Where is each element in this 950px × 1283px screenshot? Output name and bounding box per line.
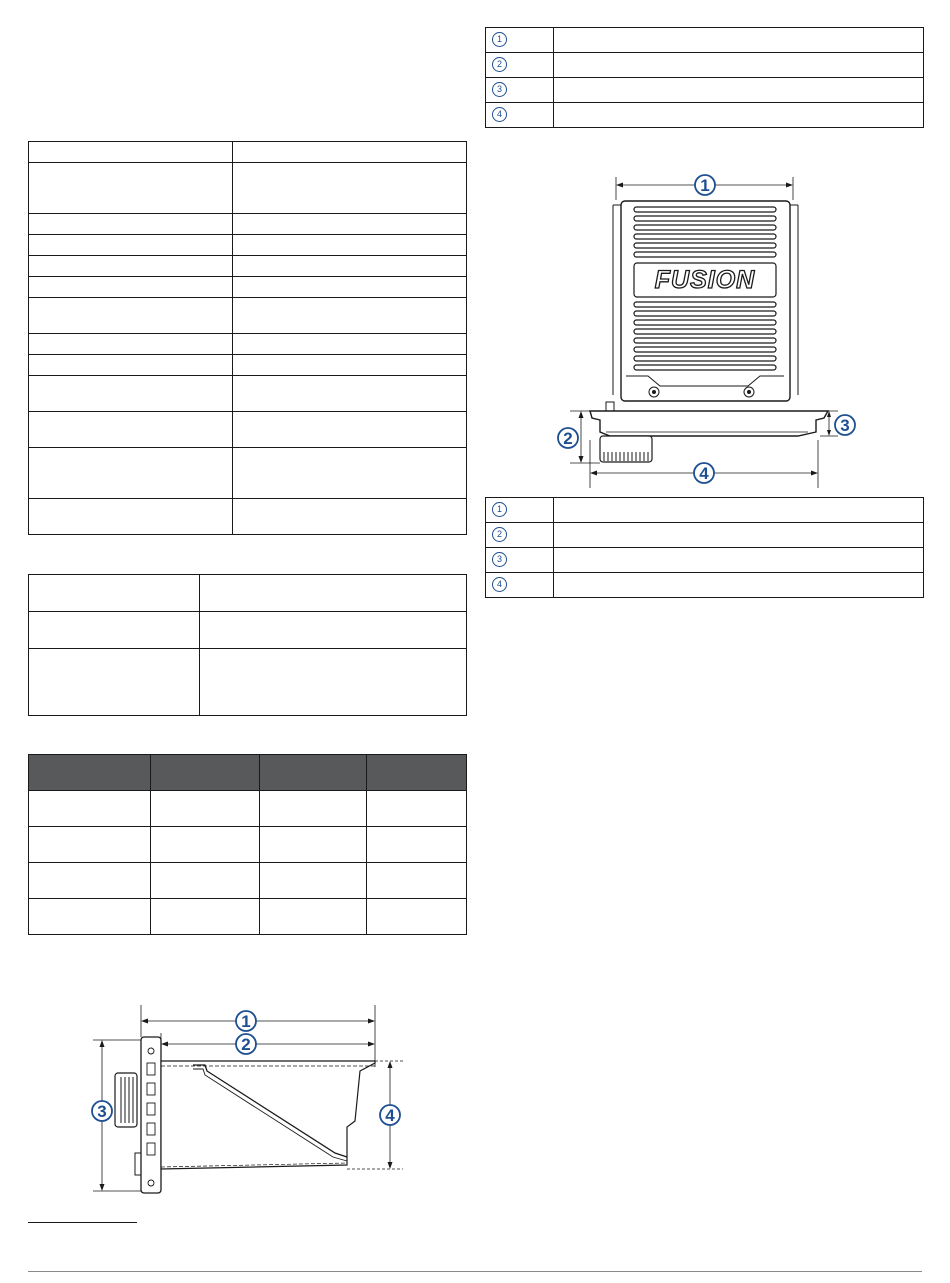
table-row (29, 612, 467, 649)
table-row (29, 575, 467, 612)
table-row (29, 277, 467, 298)
legend-number-cell (486, 103, 554, 128)
spec-value (233, 448, 467, 499)
callout-2-label: 2 (563, 429, 573, 448)
legend-text (554, 28, 924, 53)
callout-number: 1 (492, 502, 507, 517)
spec-label (29, 298, 233, 334)
callout-4-label: 4 (699, 464, 709, 483)
table-header-row (29, 755, 467, 791)
legend-row (486, 103, 924, 128)
column-header (151, 755, 260, 791)
table-cell (29, 791, 151, 827)
bottom-callout-legend (485, 497, 924, 598)
legend-row (486, 523, 924, 548)
legend-number-cell (486, 523, 554, 548)
callout-number: 2 (492, 527, 507, 542)
spec-value (233, 277, 467, 298)
spec-value (233, 334, 467, 355)
legend-number-cell (486, 53, 554, 78)
table-cell (151, 899, 260, 935)
spec-label (29, 142, 233, 163)
spec-value (233, 214, 467, 235)
front-view-diagram (548, 170, 868, 490)
spec-label (29, 256, 233, 277)
legend-text (554, 498, 924, 523)
legend-row (486, 573, 924, 598)
spec-label (29, 499, 233, 535)
legend-row (486, 498, 924, 523)
table-row (29, 499, 467, 535)
table-row (29, 214, 467, 235)
legend-text (554, 548, 924, 573)
page-footer-rule (28, 1271, 922, 1272)
top-callout-legend (485, 27, 924, 128)
front-view-drawing (548, 170, 868, 490)
power-label (29, 612, 200, 649)
legend-number-cell (486, 498, 554, 523)
footnote-separator (28, 1222, 137, 1223)
table-cell (151, 791, 260, 827)
spec-label (29, 355, 233, 376)
table-row (29, 899, 467, 935)
table-cell (260, 791, 367, 827)
table-cell (151, 827, 260, 863)
column-header (260, 755, 367, 791)
table-row (29, 448, 467, 499)
spec-value (233, 235, 467, 256)
power-value (200, 575, 467, 612)
table-row (29, 827, 467, 863)
table-row (29, 334, 467, 355)
callout-number: 1 (492, 32, 507, 47)
spec-label (29, 235, 233, 256)
legend-number-cell (486, 573, 554, 598)
callout-2-label: 2 (241, 1035, 251, 1054)
fusion-logo: FUSION (654, 266, 756, 294)
callout-3-label: 3 (840, 416, 850, 435)
table-row (29, 376, 467, 412)
table-row (29, 256, 467, 277)
spec-label (29, 214, 233, 235)
spec-label (29, 277, 233, 298)
table-cell (260, 827, 367, 863)
callout-number: 3 (492, 552, 507, 567)
power-value (200, 612, 467, 649)
callout-number: 3 (492, 82, 507, 97)
legend-number-cell (486, 78, 554, 103)
table-row (29, 163, 467, 214)
spec-label (29, 334, 233, 355)
legend-text (554, 573, 924, 598)
column-header (29, 755, 151, 791)
table-cell (367, 791, 467, 827)
power-table (28, 574, 467, 716)
table-row (29, 298, 467, 334)
legend-text (554, 523, 924, 548)
spec-label (29, 163, 233, 214)
callout-1-label: 1 (241, 1012, 251, 1031)
spec-value (233, 298, 467, 334)
specifications-table (28, 141, 467, 535)
table-row (29, 412, 467, 448)
power-label (29, 575, 200, 612)
spec-value (233, 376, 467, 412)
legend-text (554, 78, 924, 103)
spec-value (233, 412, 467, 448)
table-cell (29, 827, 151, 863)
spec-value (233, 163, 467, 214)
legend-text (554, 53, 924, 78)
column-header (367, 755, 467, 791)
table-row (29, 355, 467, 376)
spec-value (233, 256, 467, 277)
spec-value (233, 499, 467, 535)
callout-1-label: 1 (700, 176, 710, 195)
legend-row (486, 78, 924, 103)
spec-value (233, 355, 467, 376)
callout-4-label: 4 (385, 1106, 395, 1125)
table-cell (260, 863, 367, 899)
side-view-diagram (85, 1003, 415, 1198)
table-row (29, 863, 467, 899)
power-value (200, 649, 467, 716)
legend-number-cell (486, 548, 554, 573)
table-cell (367, 827, 467, 863)
callout-number: 4 (492, 107, 507, 122)
table-row (29, 235, 467, 256)
callout-number: 2 (492, 57, 507, 72)
legend-row (486, 53, 924, 78)
table-cell (260, 899, 367, 935)
table-cell (367, 899, 467, 935)
legend-number-cell (486, 28, 554, 53)
spec-value (233, 142, 467, 163)
callout-number: 4 (492, 577, 507, 592)
table-row (29, 649, 467, 716)
table-cell (29, 863, 151, 899)
legend-row (486, 28, 924, 53)
side-view-drawing (85, 1003, 415, 1198)
table-cell (367, 863, 467, 899)
table-cell (29, 899, 151, 935)
spec-label (29, 376, 233, 412)
table-cell (151, 863, 260, 899)
callout-3-label: 3 (97, 1102, 107, 1121)
spec-label (29, 448, 233, 499)
spec-label (29, 412, 233, 448)
table-row (29, 791, 467, 827)
power-label (29, 649, 200, 716)
table-row (29, 142, 467, 163)
legend-text (554, 103, 924, 128)
sizes-table (28, 754, 467, 935)
legend-row (486, 548, 924, 573)
